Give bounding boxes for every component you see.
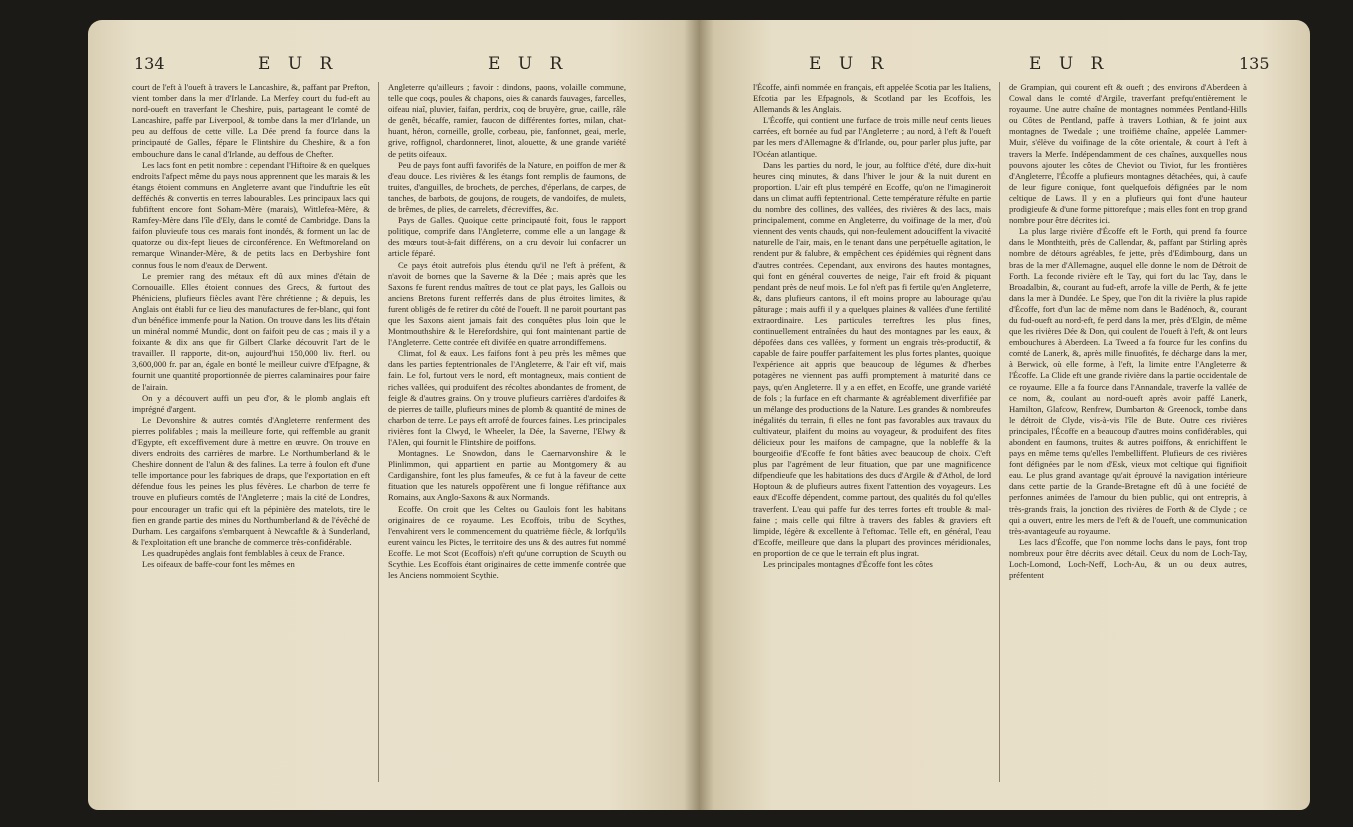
paragraph: Ecoffe. On croit que les Celtes ou Gaulois font les habitans originaires de ce royaume. Les Ecoffois, tribu de Scythes, l'envahirent vers le commencement du quatrième fiècle, & lorfqu'ils eurent vaincu les Pictes, le territoire des uns & des autres fut nommé Ecoffe. Le mot Scot (Ecoffois) n'eft qu'une corruption de Scuyth ou Scythie. Les Ecoffois étant originaires de cette immenfe contrée que les Anciens nommoient Scythie. <box>388 503 626 581</box>
paragraph: On y a découvert auffi un peu d'or, & le plomb anglais eft imprégné d'argent. <box>132 392 370 414</box>
left-page <box>88 20 699 810</box>
right-column-1 <box>753 82 991 570</box>
right-column-2 <box>1009 82 1247 581</box>
book-spread <box>88 20 1310 810</box>
paragraph: La plus large rivière d'Écoffe eft le Forth, qui prend fa fource dans le Monthteith, près de Callendar, &, paffant par Stirling après nombre de détours agréables, fe jette, près d'Edimbourg, dans un bras de la mer d'Allemagne, auquel elle donne le nom de Détroit de Forth. La feconde rivière eft le Tay, qui fort du lac Tay, dans le Broadalbin, &, courant au fud-eft, arrofe la ville de Perth, & fe jette dans la mer à Dundée. Le Spey, que l'on dit la rivière la plus rapide d'Écoffe, fort d'un lac de même nom dans le Badénoch, &, courant du fud-oueft au nord-eft, fe perd dans la mer, près d'Elgin, de même que les rivières Dée & Don, qui coulent de l'oueft à l'eft, & ont leurs embouchures à Aberdeen. La Tweed a fa fource fur les confins du comté de Lanerk, &, après mille finuofités, fe décharge dans la mer, à Berwick, où elle forme, à l'eft, la limite entre l'Angleterre & l'Écoffe. La Clide eft une grande rivière dans la partie occidentale de ce royaume. Elle a fa fource dans l'Annandale, traverfe la vallée de ce nom, &, coulant au nord-oueft après avoir paffé Lanerk, Hamilton, Glafcow, Renfrew, Dumbarton & Greenock, tombe dans le détroit de Clyde, vis-à-vis l'île de Bute. Outre ces rivières principales, l'Écoffe en a beaucoup d'autres moins confidérables, qui abondent en faumons, truites & autres poiffons, & enrichiffent le pays en même tems qu'elles l'embelliffent. Plufieurs de ces rivières font défignées par le nom d'Esk, vieux mot celtique qui fignifioit eau. Le plus grand avantage qu'ait éprouvé la navigation intérieure dans cette partie de la Grande-Bretagne eft dû à une fociété de perfonnes animées de l'amour du bien public, qui ont entrepris, à très-grands frais, la jonction des rivières de Forth & de Clyde ; ce qui a ouvert, entre les mers de l'eft & de l'oueft, une communication très-avantageufe au royaume. <box>1009 226 1247 536</box>
left-page-number: 134 <box>134 54 165 73</box>
left-column-2 <box>388 82 626 581</box>
paragraph: Les oifeaux de baffe-cour font les mêmes en <box>142 559 295 570</box>
paragraph: Angleterre qu'ailleurs ; favoir : dindons, paons, volaille commune, telle que coqs, poules & chapons, oies & canards fauvages, farcelles, oifeau niaî, pluvier, faifan, perdrix, coq de bruyère, grue, caille, râle de genêt, bécaffe, ramier, faucon de différentes fortes, milan, chat-huant, héron, corneille, grolle, corbeau, pie, fanfonnet, geai, merle, grive, roffignol, chardonneret, linot, alouette, & une grande variété de petits oifeaux. <box>388 82 626 159</box>
paragraph: Les lacs d'Écoffe, que l'on nomme lochs dans le pays, font trop nombreux pour être décrits avec détail. Ceux du nom de Loch-Tay, Loch-Lomond, Loch-Neff, Loch-Au, & un ou deux autres, préfentent <box>1009 536 1247 581</box>
left-header-left: E U R <box>258 54 339 74</box>
paragraph: Peu de pays font auffi favorifés de la Nature, en poiffon de mer & d'eau douce. Les rivières & les étangs font remplis de faumons, de truites, d'anguilles, de brochets, de perches, d'éperlans, de carpes, de tanches, de barbots, de goujons, de rougets, de vandoifes, de mulets, de brêmes, de plies, de carrelets, d'écreviffes, &c. <box>388 159 626 215</box>
paragraph: Climat, fol & eaux. Les faifons font à peu près les mêmes que dans les parties feptentrionales de l'Angleterre, & l'air eft vif, mais fain. Le fol, furtout vers le nord, eft montagneux, mais contient de riches vallées, qui produifent des récoltes abondantes de froment, de feigle & d'autres grains. On y trouve plufieurs carrières d'ardoifes & de pierres de taille, plufieurs mines de plomb & quantité de mines de charbon de terre. Le pays eft arrofé de fources faines. Les principales rivières font la Clwyd, le Wheeler, la Dée, la Saverne, l'Elwy & l'Alen, qui fournit le Flintshire de poiffons. <box>388 348 626 447</box>
paragraph: L'Écoffe, qui contient une furface de trois mille neuf cents lieues carrées, eft bornée au fud par l'Angleterre ; au nord, à l'eft & l'oueft par les mers d'Allemagne & d'Irlande, ou, pour parler plus jufte, par l'Océan atlantique. <box>753 115 991 159</box>
paragraph: Les principales montagnes d'Écoffe font les côtes <box>763 559 933 570</box>
paragraph: Les quadrupèdes anglais font femblables à ceux de France. <box>142 547 345 558</box>
paragraph: Pays de Galles. Quoique cette principauté foit, fous le rapport politique, comprife dans l'Angleterre, comme elle a un langage & des mœurs tout-à-fait différens, on a cru devoir lui confacrer un article féparé. <box>388 215 626 259</box>
right-page <box>699 20 1310 810</box>
right-page-number: 135 <box>1239 54 1270 73</box>
paragraph: Dans les parties du nord, le jour, au folftice d'été, dure dix-huit heures cinq minutes, & dans l'hiver le jour & la nuit durent en proportion. L'air eft plus tempéré en Ecoffe, qu'on ne l'imagineroit dans un climat auffi feptentrional. Cette température réfulte en partie du nombre des collines, des vallées, des rivières & des lacs, mais principalement, comme en Angleterre, du voifinage de la mer, d'où viennent des vents chauds, qui non-feulement adouciffent la vivacité naturelle de l'air, mais, en le tenant dans une perpétuelle agitation, le rendent pur & falubre, & empêchent ces épidémies qui règnent dans d'autres contrées. Cependant, aux environs des hautes montagnes, qui font en général couvertes de neige, l'air eft froid & piquant pendant près de neuf mois. Le fol n'eft pas fi fertile qu'en Angleterre, &, dans plufieurs cantons, il eft moins propre au labourage qu'au pâturage ; mais auffi il y a quelques plaines & vallées d'une fertilité extraordinaire. Les particules terreftres les plus fines, continuellement entraînées du haut des montagnes par les eaux, & dépofées dans ces vallées, y forment un engrais très-productif, & capable de faire pouffer parfaitement les plus fortes plantes, quoique l'expérience ait appris que beaucoup de légumes & d'herbes potagères ne viennent pas auffi promptement à maturité dans ce pays, qu'en Angleterre. Il y a en effet, en Ecoffe, une grande variété de fols ; la furface en eft charmante & agréablement diverfifiée par un mélange des productions de la Nature. Les grandes & nombreufes inégalités du terrain, fi elles ne font pas favorables aux travaux du cultivateur, plaifent du moins au voyageur, & produifent des fites délicieux pour les maifons de campagne, que la nobleffe & la bourgeoifie d'Ecoffe fe font bâties avec beaucoup de choix. C'eft plus par l'agrément de leur fituation, que par une magnificence difpendieufe que les habitations des ducs d'Argile & d'Athol, de lord Hoptoun & de plufieurs autres fixent l'attention des voyageurs. Les eaux d'Ecoffe dépendent, comme partout, des qualités du fol qu'elles traverfent. L'eau qui paffe fur des terres fortes eft trouble & mal-faine ; mais celle qui filtre à travers des fables & graviers eft limpide, légère & excellente à l'eftomac. Telle eft, en général, l'eau d'Ecoffe, meilleure que dans la plupart des provinces méridionales, en proportion de ce que le terrain eft plus ingrat. <box>753 159 991 558</box>
paragraph: Le premier rang des métaux eft dû aux mines d'étain de Cornouaille. Elles étoient connues des Grecs, & furtout des Phéniciens, plufieurs fiècles avant l'ère chrétienne ; & depuis, les Anglais ont établi fur ce lieu des manufactures de fer-blanc, qui font d'un bénéfice immenfe pour la Nation. On trouve dans les lits d'étain un minéral nommé Mundic, dont on faifoit peu de cas ; mais il y a foixante & dix ans que fir Gilbert Clarke découvrit l'art de le travailler. Il rapporte, dit-on, aujourd'hui 150,000 liv. fterl. ou 3,600,000 fr. par an, égale en bonté le meilleur cuivre d'Efpagne, & fournit une quantité proportionnée de pierres calaminaires pour faire de l'airain. <box>132 270 370 392</box>
paragraph: court de l'eft à l'oueft à travers le Lancashire, &, paffant par Prefton, vient tomber dans la mer d'Irlande. La Merfey court du fud-eft au nord-oueft en traverfant le Cheshire, puis, partageant le comté de Lancashire, paffe par Liverpool, & tombe dans la mer d'Irlande, un peu au deffous de cette ville. La Dée prend fa fource dans la principauté de Galles, fépare le Flintshire du Cheshire, & a fon embouchure dans le canal d'Irlande, au deffous de Chefter. <box>132 82 370 159</box>
paragraph: Ce pays étoit autrefois plus étendu qu'il ne l'eft à préfent, & n'avoit de bornes que la Saverne & la Dée ; mais après que les Saxons fe furent rendus maîtres de tout ce plat pays, les Gallois ou anciens Bretons furent refferrés dans de plus étroites limites, & furent obligés de fe retirer du côté de l'oueft. Il ne paroit pourtant pas que les Saxons aient jamais fait des conquêtes plus loin que le Montmouthshire & le Herefordshire, qui font maintenant partie de l'Angleterre. Cette contrée eft divifée en quatre arrondiffemens. <box>388 259 626 348</box>
paragraph: de Grampian, qui courent eft & oueft ; des environs d'Aberdeen à Cowal dans le comté d'Argile, traverfant prefqu'entièrement le royaume. Une autre chaîne de montagnes nommées Pentland-Hills ou Côtes de Pentland, paffe à travers Lothian, & fe joint aux montagnes de Twedale ; une troifième chaîne, appelée Lammer-Muir, s'élève du voifinage de la côte orientale, & court à l'eft à travers la Merfe. Indépendamment de ces chaînes, auxquelles nous pouvons ajouter les côtes de Cheviot ou Tiviot, fur les frontières d'Angleterre, l'Écoffe a plufieurs montagnes détachées, qui, à caufe de leur figure conique, font quelquefois défignées par le nom celtique de Laws. Il y en a plufieurs qui font d'une hauteur prodigieufe & d'une forme pittorefque ; mais elles font en trop grand nombre pour être décrites ici. <box>1009 82 1247 226</box>
right-header-right: E U R <box>1029 54 1110 74</box>
paragraph: l'Écoffe, ainfi nommée en français, eft appelée Scotia par les Italiens, Efcotia par les Efpagnols, & Scotland par les Ecoffois, les Allemands & les Anglais. <box>753 82 991 115</box>
paragraph: Les lacs font en petit nombre : cependant l'Hiftoire & en quelques endroits l'afpect même du pays nous apprennent que les marais & les étangs étoient communs en Angleterre avant que l'induftrie les eût defféchés & convertis en terres labourables. Les principaux lacs qui fubfiftent encore font Soham-Mère (marais), Wittlefea-Mère, & Ramfey-Mère dans l'île d'Ely, dans le comté de Cambridge. Dans la faifon pluvieufe tous ces marais font inondés, & forment un lac de quatorze ou dix-fept lieues de circonférence. En Weftmoreland on remarque Winander-Mère, & de petits lacs en Derbyshire font connus fous le nom d'eaux de Derwent. <box>132 159 370 270</box>
left-header-right: E U R <box>488 54 569 74</box>
right-header-left: E U R <box>809 54 890 74</box>
left-column-1 <box>132 82 370 570</box>
column-rule <box>999 82 1000 782</box>
column-rule <box>378 82 379 782</box>
paragraph: Le Devonshire & autres comtés d'Angleterre renferment des pierres polifables ; mais la meilleure forte, qui reffemble au granit d'Egypte, eft exceffivement dure à mettre en œuvre. On trouve en divers endroits des carrières de marbre. Le Northumberland & le Cheshire donnent de l'alun & des falines. La terre à foulon eft d'une telle importance pour les fabriques de draps, que l'exportation en eft défendue fous les peines les plus févères. Le charbon de terre fe trouve en plufieurs comtés de l'Angleterre ; mais la cité de Londres, pour encourager un trafic qui eft la pépinière des matelots, tire le fien en grande partie des mines du Northumberland & de l'évêché de Durham. Les cargaifons s'embarquent à Newcaftle & à Sunderland, & l'exploitation eft une branche de commerce très-confidérable. <box>132 414 370 547</box>
paragraph: Montagnes. Le Snowdon, dans le Caernarvonshire & le Plinlimmon, qui appartient en partie au Montgomery & au Cardiganshire, font les plus fameufes, & ce fut à la faveur de cette fituation que les naturels oppofèrent une fi longue réfiftance aux Romains, aux Anglo-Saxons & aux Normands. <box>388 448 626 503</box>
